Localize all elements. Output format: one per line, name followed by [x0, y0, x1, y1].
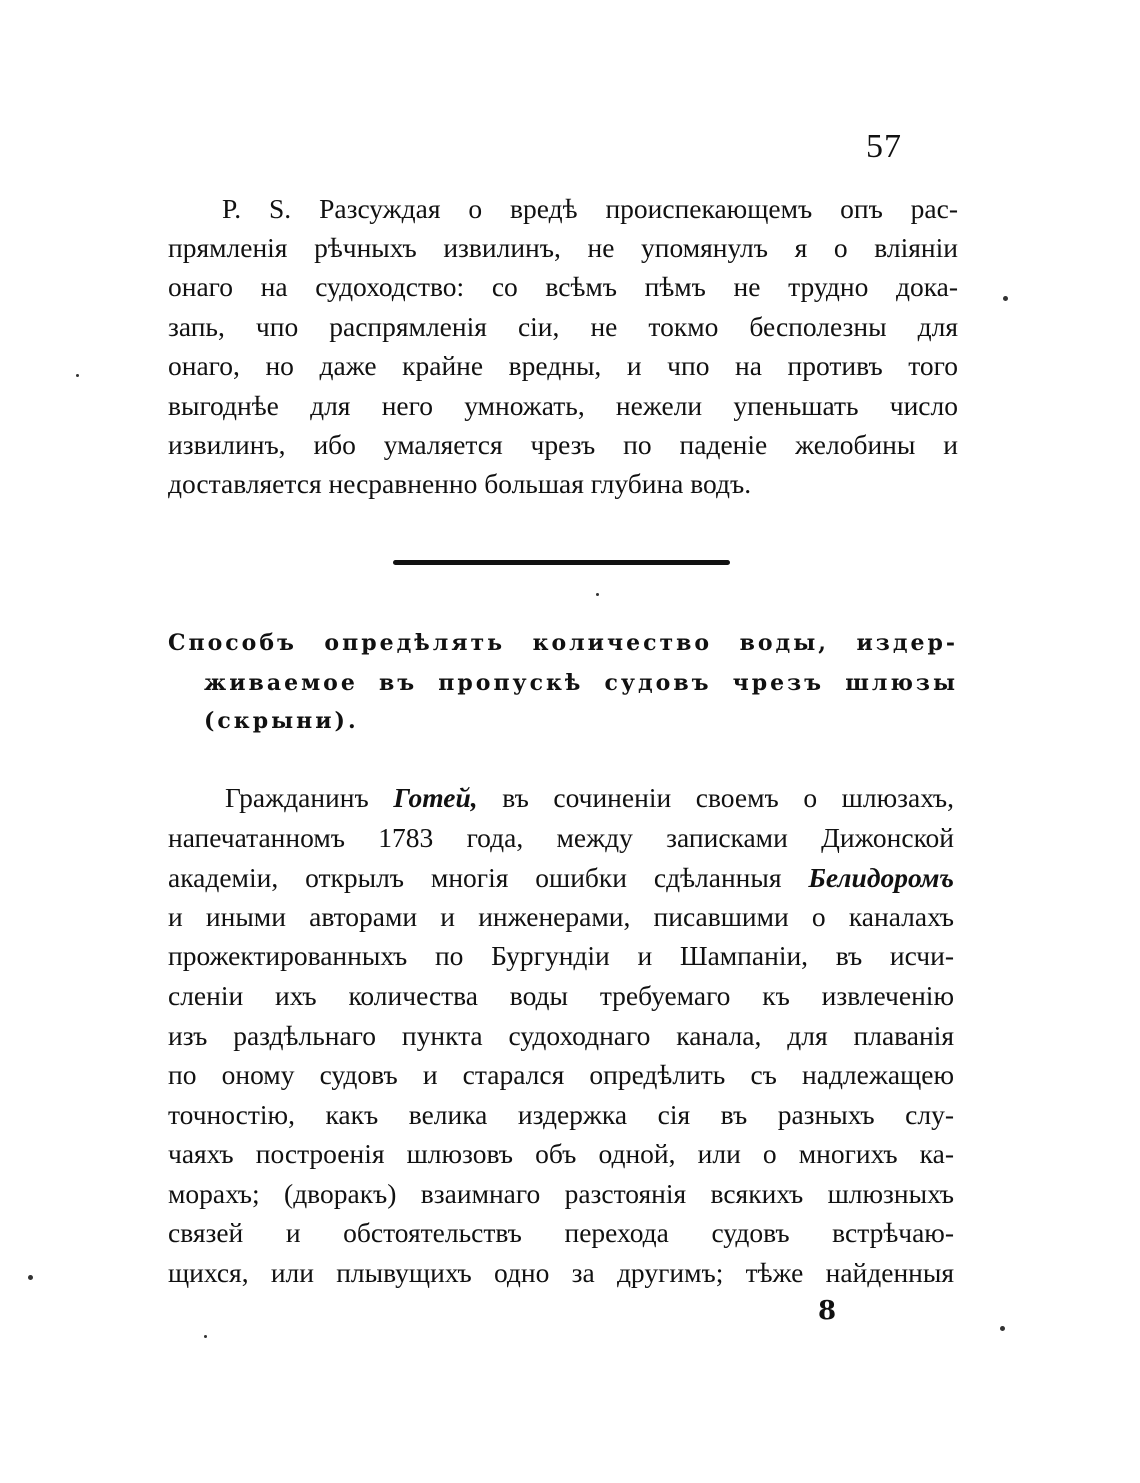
text-line: по оному судовъ и старался опредѣлить съ надлежащею [168, 1059, 954, 1090]
text-line: связей и обстоятельствъ перехода судовъ встрѣчаю- [168, 1217, 954, 1248]
text-line: прямленія рѣчныхъ извилинъ, не упомянулъ я о вліяніи [168, 232, 958, 263]
page-number: 57 [866, 128, 902, 165]
text-span: академіи, открылъ многія ошибки сдѣланныя [168, 862, 809, 893]
text-line: щихся, или плывущихъ одно за другимъ; тѣже найденныя [168, 1257, 954, 1288]
text-line: и иными авторами и инженерами, писавшими о каналахъ [168, 901, 954, 932]
text-span: Гражданинъ [225, 782, 394, 813]
text-line: извилинъ, ибо умаляется чрезъ по паденіе желобины и [168, 429, 958, 460]
text-line: запь, чпо распрямленія сіи, не токмо бесполезны для [168, 311, 958, 342]
scan-speck [28, 1275, 33, 1280]
person-name: Готей, [393, 782, 478, 813]
scan-speck [204, 1335, 207, 1338]
scan-speck [1003, 296, 1008, 301]
heading-line: (скрыни). [204, 708, 359, 734]
scan-speck [1000, 1326, 1005, 1331]
text-line: изъ раздѣльнаго пункта судоходнаго канала, для плаванія [168, 1020, 954, 1051]
text-line: выгоднѣе для него умножать, нежели упеньшать число [168, 390, 958, 421]
text-line: P. S. Разсуждая о вредѣ происпекающемъ опъ рас- [222, 193, 958, 224]
text-line: напечатанномъ 1783 года, между записками Дижонской [168, 822, 954, 853]
text-line: онаго, но даже крайне вредны, и чпо на противъ того [168, 350, 958, 381]
scan-speck [76, 374, 79, 377]
person-name: Белидоромъ [808, 862, 954, 893]
text-line: сленіи ихъ количества воды требуемаго къ извлеченію [168, 980, 954, 1011]
text-line [225, 782, 954, 814]
text-line: морахъ; (дворакъ) взаимнаго разстоянія всякихъ шлюзныхъ [168, 1178, 954, 1209]
text-line: точностію, какъ велика издержка сія въ разныхъ слу- [168, 1099, 954, 1130]
section-divider [393, 560, 730, 565]
signature-mark: 8 [818, 1296, 837, 1326]
text-line: чаяхъ построенія шлюзовъ объ одной, или о многихъ ка- [168, 1138, 954, 1169]
heading-line: Способъ опредѣлять количество воды, издер- [168, 630, 958, 656]
text-line: прожектированныхъ по Бургундіи и Шампаніи, въ исчи- [168, 940, 954, 971]
text-line [168, 862, 954, 894]
text-line: онаго на судоходство: со всѣмъ пѣмъ не трудно дока- [168, 271, 958, 302]
text-line: доставляется несравненно большая глубина водъ. [168, 468, 752, 499]
text-span: въ сочиненіи своемъ о шлюзахъ, [477, 782, 954, 813]
scan-speck [596, 593, 599, 596]
heading-line: живаемое въ пропускѣ судовъ чрезъ шлюзы [204, 670, 958, 696]
